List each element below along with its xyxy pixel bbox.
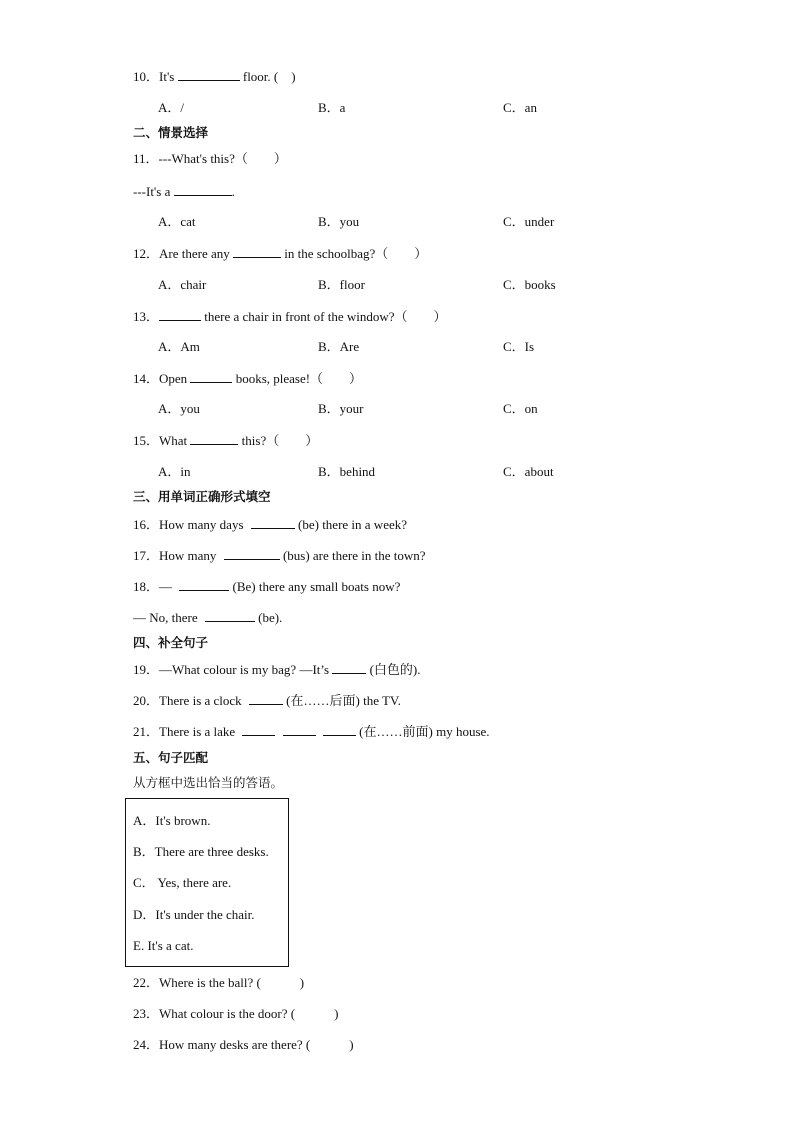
box-option-c: C． Yes, there are.	[133, 875, 232, 890]
question-text: there a chair in front of the window?（ ）	[204, 309, 447, 324]
answer-blank[interactable]	[190, 370, 232, 383]
question-text: in the schoolbag?（ ）	[284, 246, 428, 261]
question-20	[133, 692, 401, 709]
question-24	[133, 1037, 354, 1053]
question-text: (在……后面) the TV.	[286, 693, 401, 708]
question-text: Where is the ball? ( )	[159, 975, 305, 990]
option-b[interactable]: B．behind	[318, 464, 376, 479]
question-18	[133, 578, 400, 595]
question-number: 12．	[133, 246, 160, 261]
question-number: 22．	[133, 975, 160, 990]
option-b[interactable]: B．floor	[318, 277, 365, 292]
question-10	[133, 68, 296, 85]
answer-blank[interactable]	[323, 723, 356, 736]
question-number: 19．	[133, 662, 160, 677]
question-text: (白色的).	[369, 662, 421, 677]
option-a[interactable]: A．/	[158, 100, 185, 115]
option-b[interactable]: B．your	[318, 401, 364, 416]
option-b[interactable]: B．a	[318, 100, 346, 115]
answer-blank[interactable]	[251, 516, 295, 529]
answer-blank[interactable]	[233, 245, 281, 258]
question-number: 21．	[133, 724, 160, 739]
question-number: 15．	[133, 433, 160, 448]
question-text: There is a lake	[159, 724, 236, 739]
question-15	[133, 432, 318, 449]
option-a[interactable]: A．in	[158, 464, 191, 479]
option-b[interactable]: B．you	[318, 214, 360, 229]
answer-blank[interactable]	[205, 609, 255, 622]
option-a[interactable]: A．cat	[158, 214, 196, 229]
box-option-d: D．It's under the chair.	[133, 907, 255, 922]
question-text: floor. ( )	[242, 69, 296, 84]
question-16	[133, 516, 407, 533]
question-text: (be).	[258, 610, 283, 625]
question-text: How many desks are there? ( )	[159, 1037, 354, 1052]
option-c[interactable]: C．Is	[503, 339, 535, 354]
question-text: — No, there	[133, 610, 198, 625]
option-c[interactable]: C．books	[503, 277, 556, 292]
option-a[interactable]: A．Am	[158, 339, 200, 354]
question-text: —What colour is my bag? —It’s	[159, 662, 330, 677]
question-text: (在……前面) my house.	[359, 724, 490, 739]
question-text: Are there any	[159, 246, 230, 261]
question-text: books, please!（ ）	[235, 371, 363, 386]
answer-blank[interactable]	[242, 723, 275, 736]
option-a[interactable]: A．you	[158, 401, 200, 416]
question-text: There is a clock	[159, 693, 242, 708]
question-number: 20．	[133, 693, 160, 708]
question-11-line2	[133, 183, 235, 200]
option-c[interactable]: C．about	[503, 464, 554, 479]
option-c[interactable]: C．under	[503, 214, 555, 229]
answer-blank[interactable]	[159, 308, 201, 321]
question-text: —	[159, 579, 173, 594]
answer-blank[interactable]	[224, 547, 280, 560]
question-text: (be) there in a week?	[298, 517, 408, 532]
option-c[interactable]: C．an	[503, 100, 537, 115]
question-number: 17．	[133, 548, 160, 563]
question-13	[133, 308, 447, 325]
box-option-b: B．There are three desks.	[133, 844, 269, 859]
question-17	[133, 547, 426, 564]
answer-blank[interactable]	[179, 578, 229, 591]
box-option-e: E. It's a cat.	[133, 938, 194, 953]
question-text: (bus) are there in the town?	[282, 548, 426, 563]
section-heading-4: 四、补全句子	[133, 635, 209, 650]
question-18-line2	[133, 609, 282, 626]
question-number: 23．	[133, 1006, 160, 1021]
question-text: What	[159, 433, 188, 448]
question-text: .	[231, 184, 235, 199]
answer-blank[interactable]	[190, 432, 238, 445]
question-text: It's	[159, 69, 175, 84]
answer-blank[interactable]	[174, 183, 232, 196]
question-number: 16．	[133, 517, 160, 532]
question-19	[133, 661, 421, 678]
question-number: 14．	[133, 371, 160, 386]
question-number: 13．	[133, 309, 160, 324]
answer-blank[interactable]	[178, 68, 240, 81]
question-14	[133, 370, 362, 387]
question-text: ---What's this?（ ）	[158, 151, 287, 166]
instruction-text: 从方框中选出恰当的答语。	[133, 775, 284, 790]
question-number: 10．	[133, 69, 160, 84]
question-number: 24．	[133, 1037, 160, 1052]
option-a[interactable]: A．chair	[158, 277, 207, 292]
question-text: How many	[159, 548, 217, 563]
option-c[interactable]: C．on	[503, 401, 538, 416]
question-12	[133, 245, 427, 262]
answer-blank[interactable]	[249, 692, 283, 705]
question-22	[133, 975, 304, 991]
section-heading-2: 二、情景选择	[133, 125, 209, 140]
question-11	[133, 151, 287, 167]
option-b[interactable]: B．Are	[318, 339, 360, 354]
section-heading-3: 三、用单词正确形式填空	[133, 489, 271, 504]
question-21	[133, 723, 490, 740]
question-number: 11．	[133, 151, 159, 166]
answer-blank[interactable]	[283, 723, 316, 736]
question-number: 18．	[133, 579, 160, 594]
question-text: this?（ ）	[241, 433, 319, 448]
section-heading-5: 五、句子匹配	[133, 750, 209, 765]
question-text: How many days	[159, 517, 244, 532]
answer-blank[interactable]	[332, 661, 366, 674]
question-text: ---It's a	[133, 184, 171, 199]
question-text: Open	[159, 371, 188, 386]
question-23	[133, 1006, 338, 1022]
question-text: (Be) there any small boats now?	[232, 579, 401, 594]
box-option-a: A．It's brown.	[133, 813, 211, 828]
question-text: What colour is the door? ( )	[159, 1006, 339, 1021]
